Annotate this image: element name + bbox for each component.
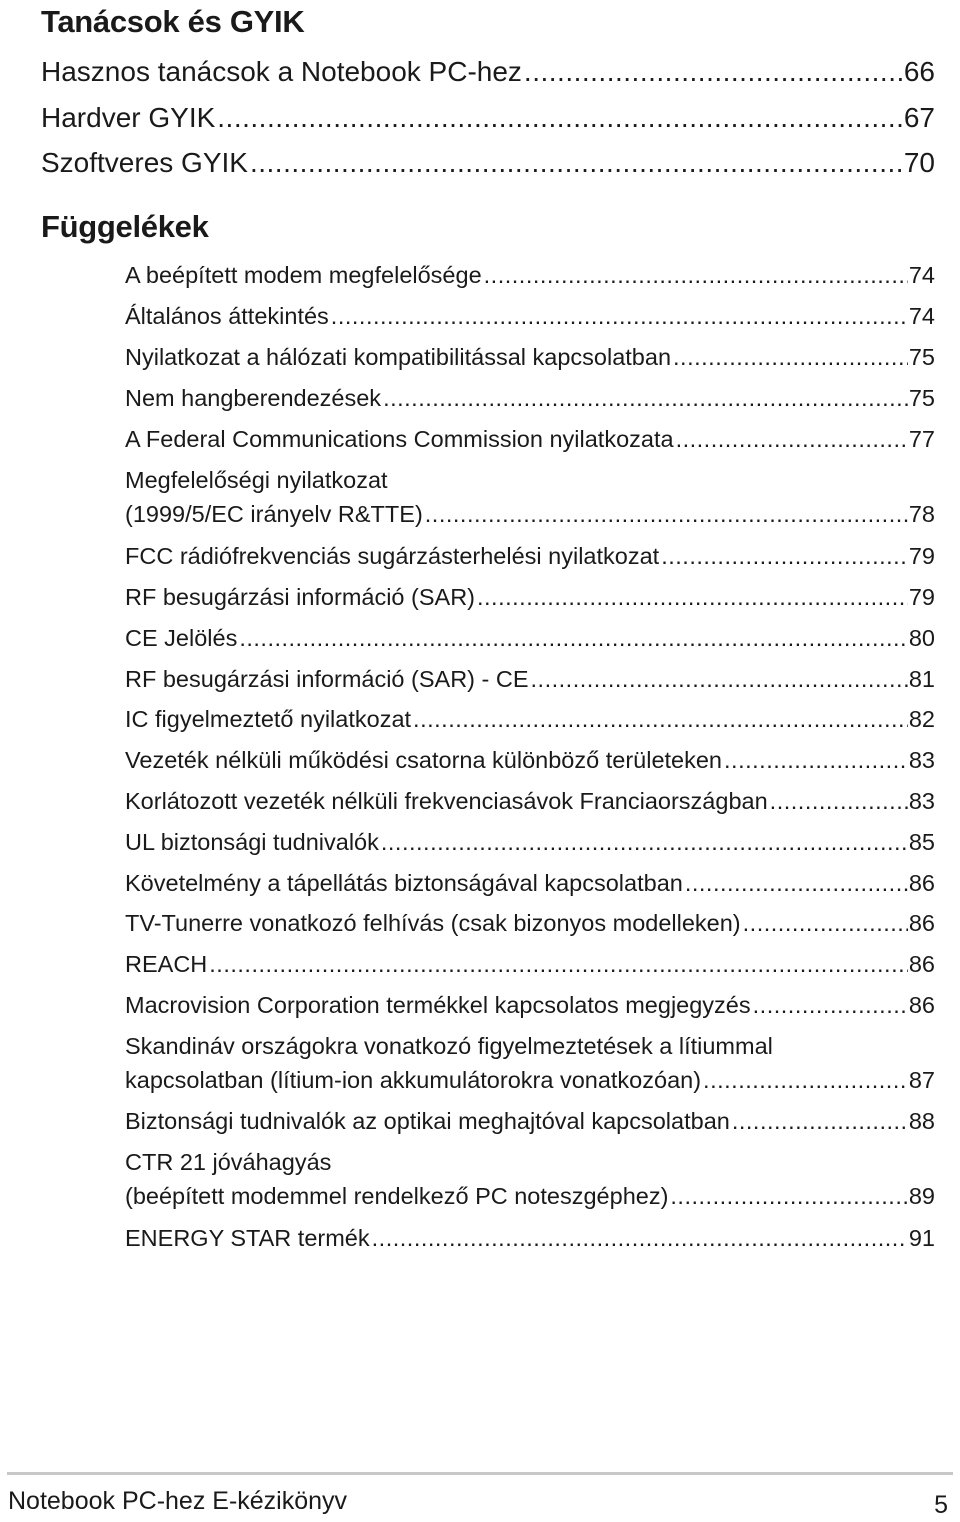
toc-entry-page: 74 — [908, 262, 935, 288]
toc-entry-title: A Federal Communications Commission nyilatkozata — [125, 426, 674, 452]
toc-leader-dots — [743, 906, 908, 940]
toc-entry-title: Vezeték nélküli működési csatorna különböző területeken — [125, 747, 723, 773]
toc-entry-title-line2: (beépített modemmel rendelkező PC noteszgéphez) — [125, 1183, 669, 1209]
toc-entry[interactable] — [125, 422, 935, 456]
toc-entry-title: CE Jelölés — [125, 625, 238, 651]
toc-entry[interactable] — [125, 539, 935, 573]
toc-entry[interactable] — [125, 906, 935, 940]
toc-entry-page: 86 — [908, 951, 935, 977]
toc-leader-dots — [383, 381, 908, 415]
toc-entry-title: RF besugárzási információ (SAR) — [125, 584, 475, 610]
toc-leader-dots — [676, 422, 908, 456]
toc-leader-dots — [425, 497, 908, 531]
toc-leader-dots — [250, 143, 903, 183]
toc-leader-dots — [673, 340, 908, 374]
toc-entry-title: RF besugárzási információ (SAR) - CE — [125, 666, 529, 692]
toc-entry-page: 74 — [908, 303, 935, 329]
toc-entry-multiline[interactable] — [125, 463, 935, 531]
toc-entry-page: 78 — [908, 501, 935, 527]
toc-entry-title: Nyilatkozat a hálózati kompatibilitással kapcsolatban — [125, 344, 672, 370]
toc-entry-page: 75 — [908, 385, 935, 411]
toc-entry-page: 75 — [908, 344, 935, 370]
toc-leader-dots — [477, 580, 908, 614]
toc-entry-page: 66 — [903, 56, 935, 87]
toc-entry[interactable] — [125, 702, 935, 736]
toc-entry-title: Hardver GYIK — [41, 102, 216, 133]
toc-entry[interactable] — [125, 947, 935, 981]
toc-entry-page: 87 — [908, 1067, 935, 1093]
section-title-appendices: Függelékek — [41, 209, 209, 244]
toc-entry-title-line2: kapcsolatban (lítium-ion akkumulátorokra vonatkozóan) — [125, 1067, 702, 1093]
toc-entry[interactable] — [125, 866, 935, 900]
toc-entry[interactable] — [125, 1221, 935, 1255]
toc-entry-page: 79 — [908, 543, 935, 569]
toc-leader-dots — [381, 825, 908, 859]
toc-entry-title-line1: CTR 21 jóváhagyás — [125, 1149, 332, 1175]
toc-leader-dots — [661, 539, 908, 573]
toc-entry-title: UL biztonsági tudnivalók — [125, 829, 379, 855]
toc-leader-dots — [209, 947, 908, 981]
toc-leader-dots — [413, 702, 908, 736]
toc-leader-dots — [524, 52, 903, 92]
toc-leader-dots — [753, 988, 908, 1022]
toc-entry[interactable] — [125, 580, 935, 614]
toc-entry-page: 77 — [908, 426, 935, 452]
toc-leader-dots — [239, 621, 908, 655]
toc-entry-title: Hasznos tanácsok a Notebook PC-hez — [41, 56, 522, 87]
toc-entry[interactable] — [125, 1104, 935, 1138]
toc-entry-title: Követelmény a tápellátás biztonságával kapcsolatban — [125, 870, 683, 896]
toc-leader-dots — [685, 866, 908, 900]
toc-entry-page: 86 — [908, 992, 935, 1018]
toc-leader-dots — [372, 1221, 908, 1255]
toc-entry-title: Biztonsági tudnivalók az optikai meghajtóval kapcsolatban — [125, 1108, 730, 1134]
footer-divider — [7, 1472, 953, 1475]
toc-entry-title: TV-Tunerre vonatkozó felhívás (csak bizonyos modelleken) — [125, 910, 741, 936]
toc-entry[interactable] — [125, 662, 935, 696]
toc-leader-dots — [670, 1179, 907, 1213]
toc-entry-title: Macrovision Corporation termékkel kapcsolatos megjegyzés — [125, 992, 751, 1018]
toc-entry[interactable] — [41, 143, 935, 183]
toc-entry-page: 88 — [908, 1108, 935, 1134]
section-title-tips-faq: Tanácsok és GYIK — [41, 4, 305, 39]
toc-entry-title-line2: (1999/5/EC irányelv R&TTE) — [125, 501, 423, 527]
toc-entry-page: 86 — [908, 910, 935, 936]
toc-entry[interactable] — [125, 621, 935, 655]
toc-entry-page: 70 — [903, 147, 935, 178]
toc-entry-title: Szoftveres GYIK — [41, 147, 248, 178]
toc-entry-page: 81 — [908, 666, 935, 692]
toc-entry[interactable] — [125, 381, 935, 415]
toc-entry-title: Általános áttekintés — [125, 303, 329, 329]
toc-entry-title: Korlátozott vezeték nélküli frekvenciasávok Franciaországban — [125, 788, 768, 814]
toc-entry[interactable] — [41, 52, 935, 92]
toc-entry-title: REACH — [125, 951, 208, 977]
toc-leader-dots — [770, 784, 908, 818]
toc-entry-title-line1: Megfelelőségi nyilatkozat — [125, 467, 388, 493]
toc-leader-dots — [724, 743, 908, 777]
toc-entry-page: 67 — [903, 102, 935, 133]
toc-entry[interactable] — [125, 743, 935, 777]
toc-entry-title-line1: Skandináv országokra vonatkozó figyelmeztetések a lítiummal — [125, 1033, 773, 1059]
toc-leader-dots — [732, 1104, 908, 1138]
toc-leader-dots — [217, 98, 903, 138]
toc-entry[interactable] — [125, 299, 935, 333]
footer-book-title: Notebook PC-hez E-kézikönyv — [8, 1487, 348, 1515]
toc-entry-title: IC figyelmeztető nyilatkozat — [125, 706, 412, 732]
toc-entry-page: 86 — [908, 870, 935, 896]
toc-leader-dots — [703, 1063, 908, 1097]
toc-entry-page: 91 — [908, 1225, 935, 1251]
toc-entry-page: 85 — [908, 829, 935, 855]
toc-entry-multiline[interactable] — [125, 1145, 935, 1213]
toc-entry-title: FCC rádiófrekvenciás sugárzásterhelési nyilatkozat — [125, 543, 660, 569]
toc-entry[interactable] — [125, 988, 935, 1022]
toc-entry-title: A beépített modem megfelelősége — [125, 262, 482, 288]
toc-entry[interactable] — [125, 825, 935, 859]
toc-entry-page: 83 — [908, 747, 935, 773]
toc-entry-title: Nem hangberendezések — [125, 385, 382, 411]
toc-entry-page: 79 — [908, 584, 935, 610]
toc-entry[interactable] — [125, 784, 935, 818]
toc-entry[interactable] — [125, 340, 935, 374]
footer-page-number: 5 — [934, 1491, 948, 1519]
toc-leader-dots — [531, 662, 908, 696]
toc-entry[interactable] — [125, 258, 935, 292]
toc-entry-page: 83 — [908, 788, 935, 814]
toc-entry-title: ENERGY STAR termék — [125, 1225, 370, 1251]
toc-entry[interactable] — [41, 98, 935, 138]
toc-entry-page: 89 — [908, 1183, 935, 1209]
toc-leader-dots — [484, 258, 908, 292]
toc-entry-page: 80 — [908, 625, 935, 651]
toc-entry-multiline[interactable] — [125, 1029, 935, 1097]
toc-entry-page: 82 — [908, 706, 935, 732]
toc-leader-dots — [331, 299, 908, 333]
